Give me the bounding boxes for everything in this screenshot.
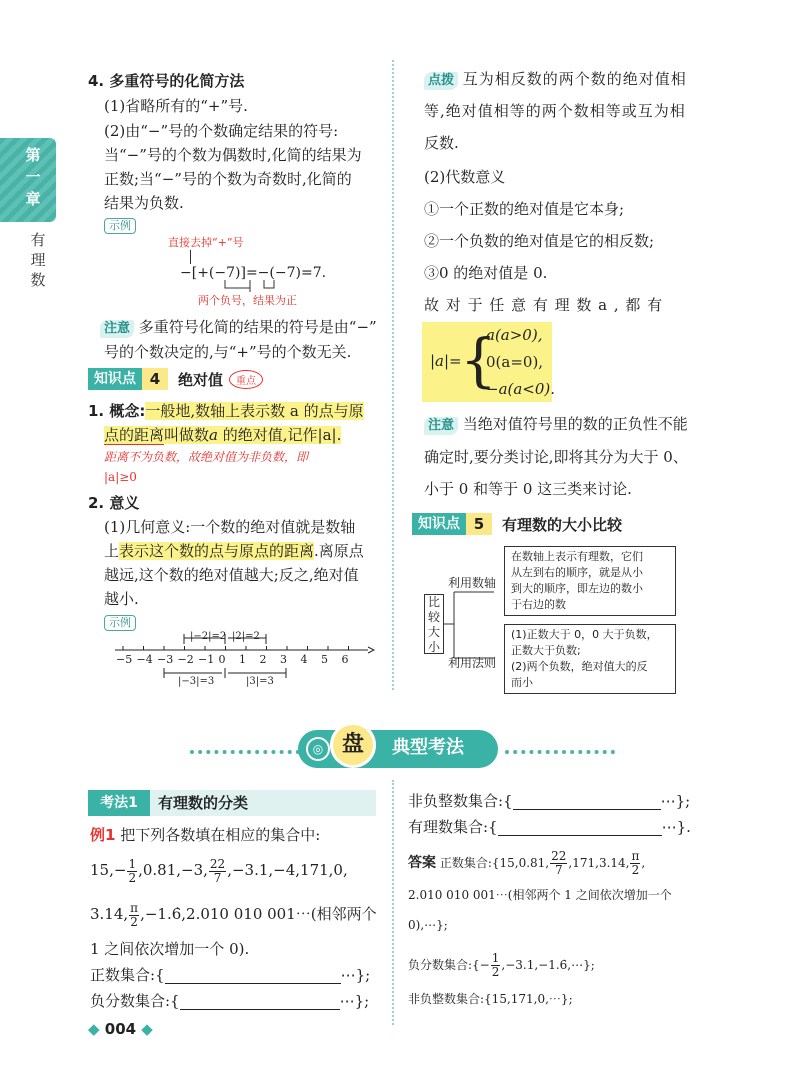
set-label: 负分数集合:{	[90, 992, 180, 1010]
box-line: 而小	[511, 676, 533, 689]
answer-blank[interactable]	[165, 983, 341, 984]
highlight-text: 叫做数	[164, 426, 210, 444]
knowledge-point-header	[88, 368, 263, 390]
kp-title: 有理数的大小比较	[502, 515, 623, 534]
text-line: .离原点	[314, 542, 364, 560]
text-line: 多重符号化简的结果的符号是由“−”	[138, 318, 377, 336]
answer-blank[interactable]	[513, 809, 661, 810]
topic-char: 数	[30, 271, 46, 289]
section-title: 4. 多重符号的化简方法	[88, 72, 245, 90]
chapter-topic	[28, 230, 48, 290]
abs-label: |2|=2	[232, 631, 260, 642]
kp-tag: 知识点	[88, 368, 142, 390]
box-line: 从左到右的顺序，就是从小	[511, 566, 643, 579]
answer-blank[interactable]	[498, 835, 662, 836]
kp-number: 4	[142, 368, 168, 390]
text-span: 3.14,	[90, 905, 129, 923]
fraction: $\frac{22}{7}$	[209, 856, 226, 885]
text-line: (1)省略所有的“+”号.	[104, 97, 248, 115]
highlight-text: a	[209, 426, 218, 444]
text-line: (1)几何意义:一个数的绝对值就是数轴	[104, 518, 356, 536]
target-icon: ◎	[306, 737, 330, 761]
column-divider	[392, 60, 394, 690]
piecewise-case: −a(a<0).	[486, 380, 556, 398]
abs-label: |3|=3	[246, 676, 274, 687]
banner-dots-left	[190, 750, 300, 754]
axis-tick-label: 6	[341, 653, 349, 666]
page-number-text: 004	[104, 1020, 137, 1038]
box-line: 正数大于负数;	[511, 644, 581, 657]
compare-root: 比较大小	[424, 594, 444, 654]
highlight-text: 表示这个数的点与原点的距离	[119, 542, 315, 560]
axis-tick-label: −2	[177, 653, 194, 666]
example-tag: 示例	[104, 615, 136, 631]
text-line: 2.010 010 001⋯(相邻两个 1 之间依次增加一个	[408, 888, 672, 902]
text-line: 越远,这个数的绝对值越大;反之,绝对值	[104, 566, 359, 584]
brace: {	[460, 326, 497, 394]
compare-box	[504, 546, 676, 616]
set-label: 非负整数集合:{	[408, 792, 513, 810]
text-line: 互为相反数的两个数的绝对值相	[462, 70, 687, 88]
text-span: 15,−	[90, 861, 127, 879]
axis-tick-label: −3	[157, 653, 174, 666]
text-line: 非负整数集合:{15,171,0,⋯};	[408, 992, 573, 1006]
note-tag: 注意	[424, 417, 458, 435]
text-line: 反数.	[424, 134, 459, 152]
highlight-text: 点的距离	[104, 426, 165, 444]
axis-tick-label: −4	[136, 653, 153, 666]
compare-box	[504, 624, 676, 694]
text-line: 号的个数决定的,与“+”号的个数无关.	[104, 343, 352, 361]
answer-blank[interactable]	[180, 1009, 340, 1010]
text-line: (2)由“−”号的个数确定结果的符号:	[104, 122, 339, 140]
box-line: 到大的顺序，即左边的数小	[511, 582, 643, 595]
method-tag: 考法1	[88, 790, 150, 816]
box-line: 在数轴上表示有理数，它们	[511, 550, 643, 563]
highlight-text: 一般地,数轴上表示数 a 的点与原	[145, 402, 364, 420]
text-line: 故 对 于 任 意 有 理 数 a , 都 有	[424, 296, 664, 314]
bracket-marks	[220, 280, 280, 294]
column-divider	[392, 780, 394, 1025]
kp-number: 5	[466, 513, 492, 535]
topic-char: 理	[30, 251, 46, 269]
chapter-char: 第	[25, 146, 41, 164]
text-line: 确定时,要分类讨论,即将其分为大于 0、	[424, 448, 688, 466]
axis-tick-label: 0	[218, 653, 226, 666]
example-expression: −[+(−7)]=−(−7)=7.	[180, 265, 327, 281]
banner-title: 典型考法	[392, 737, 464, 758]
text-line: 上	[104, 542, 120, 560]
set-label: 有理数集合:{	[408, 818, 498, 836]
axis-tick-label: 2	[259, 653, 267, 666]
text-line: 小于 0 和等于 0 这三类来讨论.	[424, 480, 632, 498]
example-tag: 示例	[104, 218, 136, 234]
text-span: 负分数集合:{−	[408, 958, 490, 972]
text-line: 0),⋯};	[408, 918, 448, 932]
fraction: $\frac{\pi}{2}$	[631, 849, 640, 877]
text-span: ,171,3.14,	[568, 856, 630, 870]
text-line: 当绝对值符号里的数的正负性不能	[462, 415, 688, 433]
text-line: 正数;当“−”号的个数为奇数时,化简的	[104, 170, 352, 188]
fraction: $\frac{1}{2}$	[128, 856, 137, 885]
highlight-text: 的绝对值,记作|a|.	[217, 426, 342, 444]
text-line: 等,绝对值相等的两个数相等或互为相	[424, 102, 686, 120]
key-stamp: 重点	[229, 370, 263, 389]
piecewise-case: a(a>0),	[486, 326, 543, 344]
annotation-arrow	[190, 250, 191, 264]
axis-tick-label: 4	[300, 653, 308, 666]
annotation-red: |a|≥0	[104, 470, 137, 484]
box-line: 于右边的数	[511, 598, 566, 611]
fraction: $\frac{22}{7}$	[551, 849, 567, 877]
text-span: ,0.81,−3,	[138, 861, 208, 879]
concept-label: 1. 概念:	[88, 402, 146, 420]
chapter-char: 一	[25, 168, 41, 186]
axis-tick-label: −5	[116, 653, 133, 666]
topic-char: 有	[30, 231, 46, 249]
knowledge-point-header	[412, 513, 622, 535]
example-label: 例1	[90, 826, 116, 844]
text-line: 1 之间依次增加一个 0).	[90, 940, 250, 958]
text-line: (2)代数意义	[424, 168, 506, 186]
page-number: ◆ 004 ◆	[88, 1020, 153, 1038]
abs-label: |−3|=3	[178, 676, 215, 687]
box-line: (1)正数大于 0，0 大于负数，	[511, 628, 658, 641]
chapter-char: 章	[25, 190, 41, 208]
note-tag: 注意	[100, 320, 134, 338]
fraction: $\frac{1}{2}$	[491, 951, 500, 979]
banner-badge: 盘	[330, 722, 376, 768]
compare-branch: 利用数轴	[448, 576, 497, 590]
fraction: $\frac{\pi}{2}$	[130, 900, 139, 929]
text-span: ,	[641, 856, 646, 870]
section-title: 2. 意义	[88, 494, 140, 512]
box-line: (2)两个负数，绝对值大的反	[511, 660, 648, 673]
kp-title: 绝对值	[178, 370, 224, 389]
annotation-red: 两个负号，结果为正	[198, 294, 297, 307]
text-line: 结果为负数.	[104, 194, 184, 212]
tip-tag: 点拨	[424, 72, 458, 90]
set-label: 正数集合:{	[90, 966, 165, 984]
annotation-red: 直接去掉“+”号	[168, 236, 244, 249]
banner-dots-right	[505, 750, 615, 754]
text-line: 越小.	[104, 590, 139, 608]
text-span: ,−3.1,−1.6̇,⋯};	[501, 958, 595, 972]
compare-branch: 利用法则	[448, 656, 497, 670]
chapter-tab	[0, 138, 56, 222]
annotation-red: 距离不为负数，故绝对值为非负数，即	[104, 450, 309, 464]
set-end: ⋯};	[339, 992, 370, 1010]
text-span: 正数集合:{15,0.81,	[439, 856, 550, 870]
text-line: ③0 的绝对值是 0.	[424, 264, 548, 282]
text-span: ,−3.1,−4,171,0,	[227, 861, 348, 879]
abs-label: |−2|=2	[190, 631, 227, 642]
set-end: ⋯};	[660, 792, 691, 810]
piecewise-case: 0(a=0),	[486, 353, 544, 371]
text-line: ①一个正数的绝对值是它本身;	[424, 200, 625, 218]
method-title: 有理数的分类	[158, 794, 249, 812]
text-line: ②一个负数的绝对值是它的相反数;	[424, 232, 655, 250]
answer-label: 答案	[408, 855, 436, 871]
piecewise-lhs: |a|=	[430, 352, 462, 370]
set-end: ⋯};	[340, 966, 371, 984]
axis-tick-label: 1	[239, 653, 246, 666]
axis-tick-label: 3	[280, 653, 287, 666]
text-line: 把下列各数填在相应的集合中:	[120, 826, 321, 844]
text-span: ,−1.6̇,2.010 010 001⋯(相邻两个	[140, 905, 377, 923]
text-line: 当“−”号的个数为偶数时,化简的结果为	[104, 146, 362, 164]
set-end: ⋯}.	[661, 818, 691, 836]
kp-tag: 知识点	[412, 513, 466, 535]
axis-tick-label: 5	[321, 653, 328, 666]
axis-tick-label: −1	[198, 653, 215, 666]
